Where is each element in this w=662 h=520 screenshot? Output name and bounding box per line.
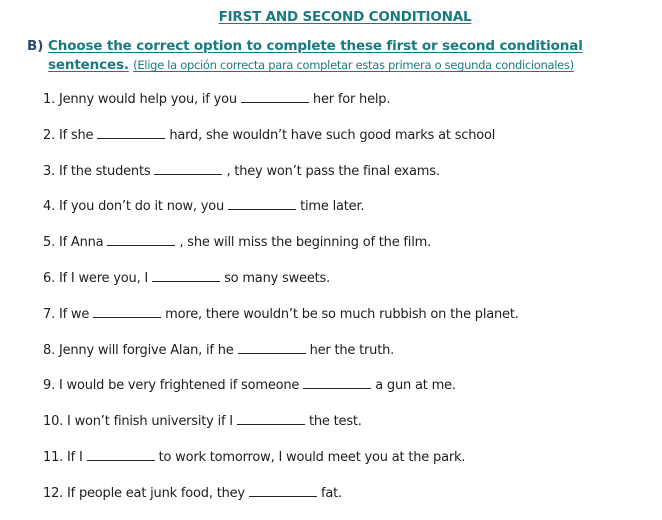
worksheet-title xyxy=(0,9,662,25)
answer-blank[interactable] xyxy=(87,448,155,461)
item-number: 3. xyxy=(43,163,56,179)
exercise-item xyxy=(43,341,519,377)
answer-blank[interactable] xyxy=(237,412,305,425)
item-text-after: hard, she wouldn’t have such good marks at school xyxy=(169,127,496,143)
instruction-main-text-continued: sentences. xyxy=(48,57,129,73)
exercise-item xyxy=(43,448,519,484)
item-text-after: her for help. xyxy=(312,92,391,107)
exercise-item xyxy=(43,484,519,520)
item-number: 2. xyxy=(43,127,56,143)
answer-blank[interactable] xyxy=(152,269,220,282)
answer-blank[interactable] xyxy=(228,197,296,210)
answer-blank[interactable] xyxy=(97,126,165,139)
answer-blank[interactable] xyxy=(303,376,371,389)
exercise-item xyxy=(43,376,519,412)
item-text-before: If Anna xyxy=(58,235,104,251)
item-text-after: more, there wouldn’t be so much rubbish on the planet. xyxy=(165,306,519,322)
answer-blank[interactable] xyxy=(107,233,175,246)
exercise-item xyxy=(43,305,519,341)
item-number: 9. xyxy=(43,378,56,394)
item-text-before: Jenny will forgive Alan, if he xyxy=(58,342,234,358)
instruction-line-2 xyxy=(27,56,647,75)
answer-blank[interactable] xyxy=(241,90,309,103)
item-text-before: If she xyxy=(58,127,94,143)
exercise-item xyxy=(43,126,519,162)
exercise-list xyxy=(43,90,519,520)
title-text: FIRST AND SECOND CONDITIONAL xyxy=(218,9,472,25)
item-text-before: I would be very frightened if someone xyxy=(58,378,300,394)
item-text-before: If people eat junk food, they xyxy=(67,485,245,501)
item-text-before: Jenny would help you, if you xyxy=(58,92,237,107)
item-text-after: a gun at me. xyxy=(375,378,456,394)
item-text-after: her the truth. xyxy=(309,342,395,358)
item-text-before: If we xyxy=(58,306,90,322)
item-number: 8. xyxy=(43,342,56,358)
exercise-item xyxy=(43,197,519,233)
item-text-before: If the students xyxy=(58,163,151,179)
item-text-after: , they won’t pass the final exams. xyxy=(226,163,440,179)
item-text-before: If I were you, I xyxy=(58,270,149,286)
section-marker: B) xyxy=(27,38,44,54)
exercise-item xyxy=(43,90,519,126)
answer-blank[interactable] xyxy=(93,305,161,318)
answer-blank[interactable] xyxy=(249,484,317,497)
instruction-spanish-translation: (Elige la opción correcta para completar estas primera o segunda condicionales) xyxy=(133,58,574,72)
item-number: 6. xyxy=(43,270,56,286)
item-number: 1. xyxy=(43,92,56,107)
item-text-before: If I xyxy=(67,449,83,465)
exercise-item xyxy=(43,412,519,448)
exercise-item xyxy=(43,233,519,269)
item-text-after: , she will miss the beginning of the film. xyxy=(179,235,432,251)
item-number: 12. xyxy=(43,485,64,501)
item-text-before: I won’t finish university if I xyxy=(67,414,233,430)
instruction-main-text: Choose the correct option to complete these first or second conditional xyxy=(48,38,583,54)
answer-blank[interactable] xyxy=(154,162,222,175)
item-number: 5. xyxy=(43,235,56,251)
item-text-before: If you don’t do it now, you xyxy=(58,199,225,215)
item-number: 10. xyxy=(43,414,64,430)
exercise-item xyxy=(43,269,519,305)
item-text-after: to work tomorrow, I would meet you at the park. xyxy=(158,449,466,465)
exercise-item xyxy=(43,162,519,198)
instruction-line-1 xyxy=(27,37,647,56)
section-instruction xyxy=(27,37,647,75)
item-number: 4. xyxy=(43,199,56,215)
item-text-after: fat. xyxy=(320,485,342,501)
item-text-after: so many sweets. xyxy=(224,270,331,286)
item-number: 11. xyxy=(43,449,64,465)
answer-blank[interactable] xyxy=(238,341,306,354)
item-text-after: the test. xyxy=(308,414,362,430)
item-number: 7. xyxy=(43,306,56,322)
item-text-after: time later. xyxy=(300,199,365,215)
